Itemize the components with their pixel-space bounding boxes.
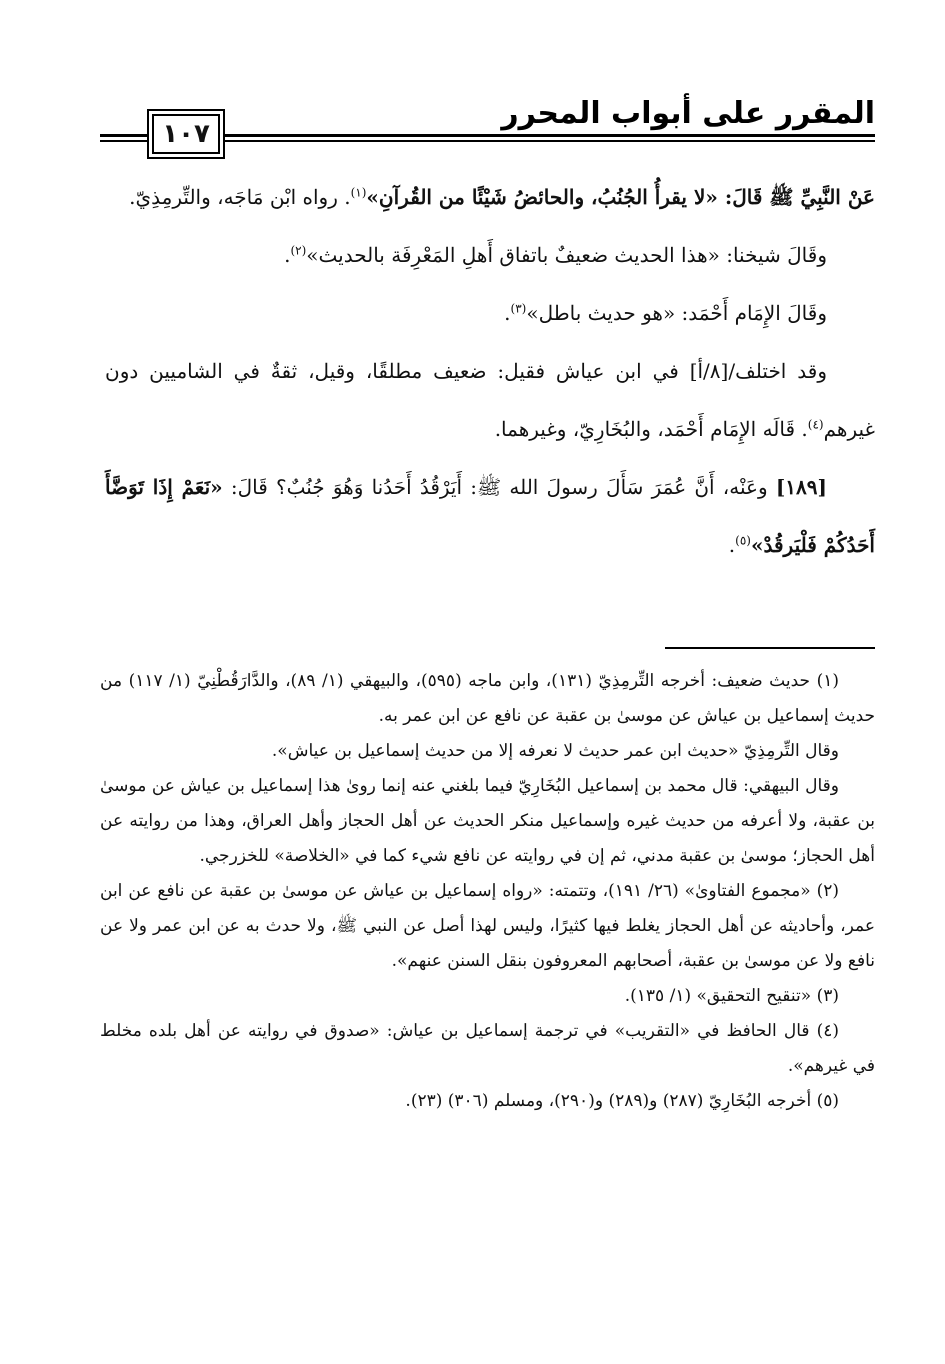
shaykh-quote: وقَالَ شيخنا: «هذا الحديث ضعيفٌ باتفاق أَهلِ المَعْرِفَة بالحديث» xyxy=(306,243,827,267)
page-number: ١٠٧ xyxy=(152,114,220,154)
hadith-source: . رواه ابْن مَاجَه، والتِّرمِذِيّ. xyxy=(129,185,351,209)
footnote-separator xyxy=(665,647,875,649)
hadith-question: وعَنْه، أَنَّ عُمَرَ سَأَلَ رسولَ الله ﷺ: أَيَرْقُدُ أَحَدُنا وَهُوَ جُنُبٌ؟ قَالَ: xyxy=(222,475,776,499)
footnotes xyxy=(100,664,875,1119)
footnote-2: (٢) «مجموع الفتاوىٰ» (٢٦/ ١٩١)، وتتمته: «رواه إسماعيل بن عياش عن موسىٰ بن عقبة عن نافع عن ابن عمر، وأحاديثه عن أهل الحجاز يغلط فيها كثيرًا، وليس لهذا أصل عن النبي ﷺ، ولا حدث به عن ابن عمر ولا عن نافع ولا عن موسىٰ بن عقبة، أصحابهم المعروفون بنقل السنن عنهم». xyxy=(100,881,875,971)
paragraph-ibn-ayyash: وقد اختلف/[٨/أ] في ابن عياش فقيل: ضعيف مطلقًا، وقيل، ثقةٌ في الشاميين دون غيرهم$^{(٤)}$. قَالَه الإِمَام أَحْمَد، والبُخَارِيّ، وغيرهما. xyxy=(105,359,875,441)
footnote-ref-4: (٤) xyxy=(807,417,824,432)
paragraph-ahmad: وقَالَ الإِمَام أَحْمَد: «هو حديث باطل»$^{(٣)}$. xyxy=(504,301,827,325)
running-title: المقرر على أبواب المحرر xyxy=(501,96,875,131)
footnote-ref-5: (٥) xyxy=(735,533,751,548)
footnote-5: (٥) أخرجه البُخَارِيّ (٢٨٧) و(٢٨٩) و(٢٩٠)، ومسلم (٣٠٦) (٢٣). xyxy=(405,1091,839,1111)
hadith-number: [١٨٩] xyxy=(775,475,827,499)
page-header xyxy=(100,96,875,156)
hadith-text: عَنْ النَّبِيِّ ﷺ قَالَ: «لا يقرأُ الجُنُبُ، والحائضُ شَيْئًا من القُرآنِ» xyxy=(366,185,875,209)
footnote-4: (٤) قال الحافظ في «التقريب» في ترجمة إسماعيل بن عياش: «صدوق في روايته عن أهل بلده مخلط في غيرهم». xyxy=(100,1021,875,1076)
footnote-1-tirmidhi: وقال التِّرمِذِيّ «حديث ابن عمر حديث لا نعرفه إلا من حديث إسماعيل بن عياش». xyxy=(271,741,839,761)
footnote-ref-1: (١) xyxy=(350,185,367,200)
footnote-1-bayhaqi: وقال البيهقي: قال محمد بن إسماعيل البُخَارِيّ فيما بلغني عنه إنما روىٰ هذا إسماعيل بن عياش عن موسىٰ بن عقبة، ولا أعرفه من حديث غيره وإسماعيل منكر الحديث عن أهل الحجاز وأهل العراق، وهذا من روايته عن أهل الحجاز؛ موسىٰ بن عقبة مدني، ثم إن في روايته عن نافع شيء كما في «الخلاصة» للخزرجي. xyxy=(100,776,875,866)
footnote-ref-3: (٣) xyxy=(510,301,527,316)
footnote-1: (١) حديث ضعيف: أخرجه التِّرمِذِيّ (١٣١)، وابن ماجه (٥٩٥)، والبيهقي (١/ ٨٩)، والدَّارَقُطْنِيّ (١/ ١١٧) من حديث إسماعيل بن عياش عن موسىٰ بن عقبة عن نافع عن ابن عمر به. xyxy=(100,671,875,726)
footnote-ref-2: (٢) xyxy=(290,243,307,258)
footnote-3: (٣) «تنقيح التحقيق» (١/ ١٣٥). xyxy=(624,986,839,1006)
ahmad-quote: وقَالَ الإِمَام أَحْمَد: «هو حديث باطل» xyxy=(526,301,827,325)
paragraph-shaykh: وقَالَ شيخنا: «هذا الحديث ضعيفٌ باتفاق أَهلِ المَعْرِفَة بالحديث»$^{(٢)}$. xyxy=(284,243,827,267)
hadith-answer: «نَعَمْ إِذَا تَوَضَّأَ أَحَدُكُمْ فَلْيَرقُدْ» xyxy=(105,475,875,557)
paragraph-hadith-188 xyxy=(105,168,875,226)
ibn-ayyash-text: وقد اختلف/[٨/أ] في ابن عياش فقيل: ضعيف مطلقًا، وقيل، ثقةٌ في الشاميين دون غيرهم xyxy=(105,359,875,441)
paragraph-hadith-189: [١٨٩] وعَنْه، أَنَّ عُمَرَ سَأَلَ رسولَ الله ﷺ: أَيَرْقُدُ أَحَدُنا وَهُوَ جُنُبٌ؟ قَالَ: «نَعَمْ إِذَا تَوَضَّأَ أَحَدُكُمْ فَلْيَرقُدْ»$^{(٥)}$. xyxy=(105,475,875,557)
main-text xyxy=(105,168,875,574)
